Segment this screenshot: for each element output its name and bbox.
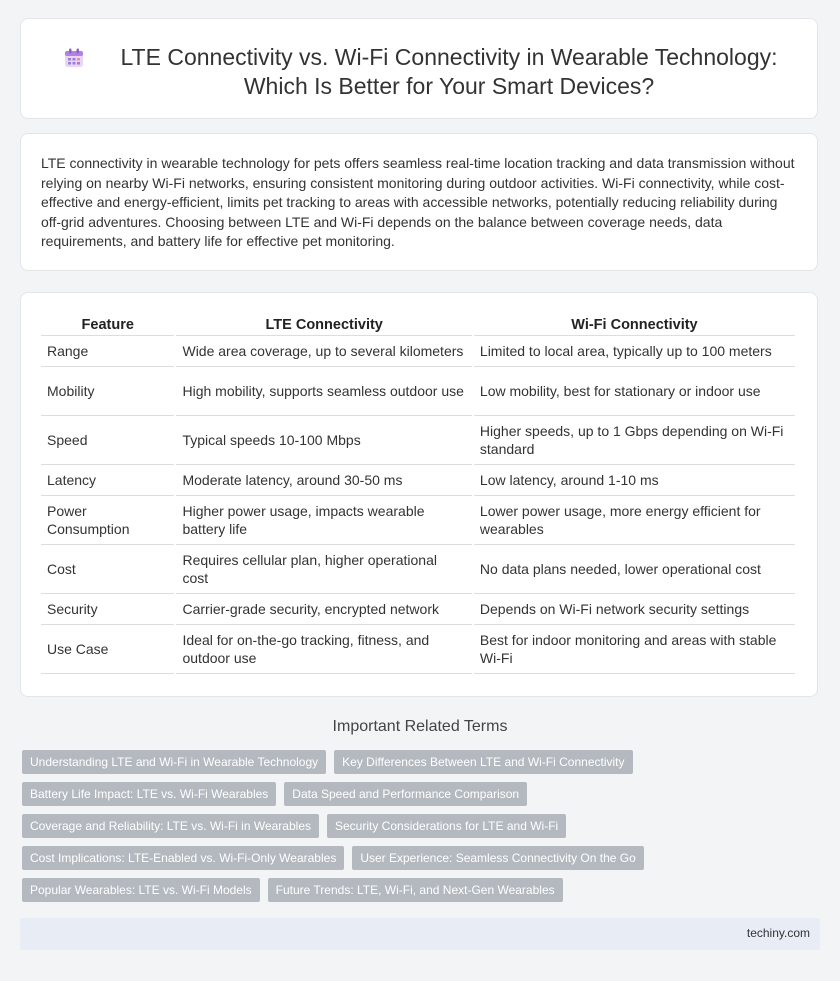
cell-lte: Requires cellular plan, higher operational cost — [176, 545, 471, 594]
header-lte: LTE Connectivity — [176, 313, 471, 336]
cell-lte: Moderate latency, around 30-50 ms — [176, 465, 471, 496]
cell-lte: Higher power usage, impacts wearable battery life — [176, 496, 471, 545]
comparison-table — [39, 313, 797, 674]
cell-lte: Typical speeds 10-100 Mbps — [176, 416, 471, 465]
cell-lte: Wide area coverage, up to several kilometers — [176, 336, 471, 367]
table-row — [41, 545, 795, 594]
cell-wifi: Limited to local area, typically up to 100 meters — [474, 336, 795, 367]
related-terms-title: Important Related Terms — [332, 718, 508, 735]
cell-feature: Speed — [41, 416, 174, 465]
related-term-tag[interactable]: Coverage and Reliability: LTE vs. Wi-Fi in Wearables — [22, 814, 319, 838]
title-card — [20, 18, 818, 119]
cell-lte: High mobility, supports seamless outdoor use — [176, 367, 471, 416]
table-row — [41, 594, 795, 625]
cell-wifi: Lower power usage, more energy efficient for wearables — [474, 496, 795, 545]
table-row — [41, 625, 795, 674]
cell-wifi: Higher speeds, up to 1 Gbps depending on Wi-Fi standard — [474, 416, 795, 465]
intro-paragraph: LTE connectivity in wearable technology for pets offers seamless real-time location tracking and data transmission without relying on nearby Wi-Fi networks, ensuring consistent monitoring during outdoor activities. Wi-Fi connectivity, while cost-effective and energy-efficient, limits pet tracking to areas with accessible networks, potentially reducing reliability during off-grid adventures. Choosing between LTE and Wi-Fi depends on the balance between coverage needs, data requirements, and battery life for effective pet monitoring. — [41, 155, 795, 250]
cell-wifi: Best for indoor monitoring and areas with stable Wi-Fi — [474, 625, 795, 674]
related-term-tag[interactable]: Key Differences Between LTE and Wi-Fi Connectivity — [334, 750, 632, 774]
related-term-tag[interactable]: Security Considerations for LTE and Wi-Fi — [327, 814, 566, 838]
table-row — [41, 367, 795, 416]
cell-feature: Cost — [41, 545, 174, 594]
header-wifi: Wi-Fi Connectivity — [474, 313, 795, 336]
table-row — [41, 336, 795, 367]
table-row — [41, 496, 795, 545]
cell-lte: Carrier-grade security, encrypted network — [176, 594, 471, 625]
cell-wifi: Low latency, around 1-10 ms — [474, 465, 795, 496]
cell-wifi: Low mobility, best for stationary or indoor use — [474, 367, 795, 416]
table-header-row — [41, 313, 795, 336]
calendar-icon — [63, 47, 85, 69]
page-title: LTE Connectivity vs. Wi-Fi Connectivity in Wearable Technology: Which Is Better for Your Smart Devices? — [120, 44, 778, 99]
related-term-tag[interactable]: Popular Wearables: LTE vs. Wi-Fi Models — [22, 878, 260, 902]
cell-feature: Latency — [41, 465, 174, 496]
table-row — [41, 465, 795, 496]
cell-wifi: Depends on Wi-Fi network security settings — [474, 594, 795, 625]
cell-feature: Use Case — [41, 625, 174, 674]
related-term-tag[interactable]: Battery Life Impact: LTE vs. Wi-Fi Wearables — [22, 782, 276, 806]
cell-feature: Power Consumption — [41, 496, 174, 545]
cell-feature: Range — [41, 336, 174, 367]
comparison-card — [20, 292, 818, 697]
related-term-tag[interactable]: Understanding LTE and Wi-Fi in Wearable Technology — [22, 750, 326, 774]
related-term-tag[interactable]: Data Speed and Performance Comparison — [284, 782, 527, 806]
cell-lte: Ideal for on-the-go tracking, fitness, and outdoor use — [176, 625, 471, 674]
cell-feature: Mobility — [41, 367, 174, 416]
footer-site: techiny.com — [746, 926, 810, 940]
related-terms-list — [22, 750, 822, 902]
related-term-tag[interactable]: User Experience: Seamless Connectivity On the Go — [352, 846, 643, 870]
cell-wifi: No data plans needed, lower operational cost — [474, 545, 795, 594]
related-term-tag[interactable]: Cost Implications: LTE-Enabled vs. Wi-Fi-Only Wearables — [22, 846, 344, 870]
intro-card — [20, 133, 818, 271]
header-feature: Feature — [41, 313, 174, 336]
table-row — [41, 416, 795, 465]
cell-feature: Security — [41, 594, 174, 625]
footer — [20, 918, 820, 950]
related-term-tag[interactable]: Future Trends: LTE, Wi-Fi, and Next-Gen Wearables — [268, 878, 563, 902]
